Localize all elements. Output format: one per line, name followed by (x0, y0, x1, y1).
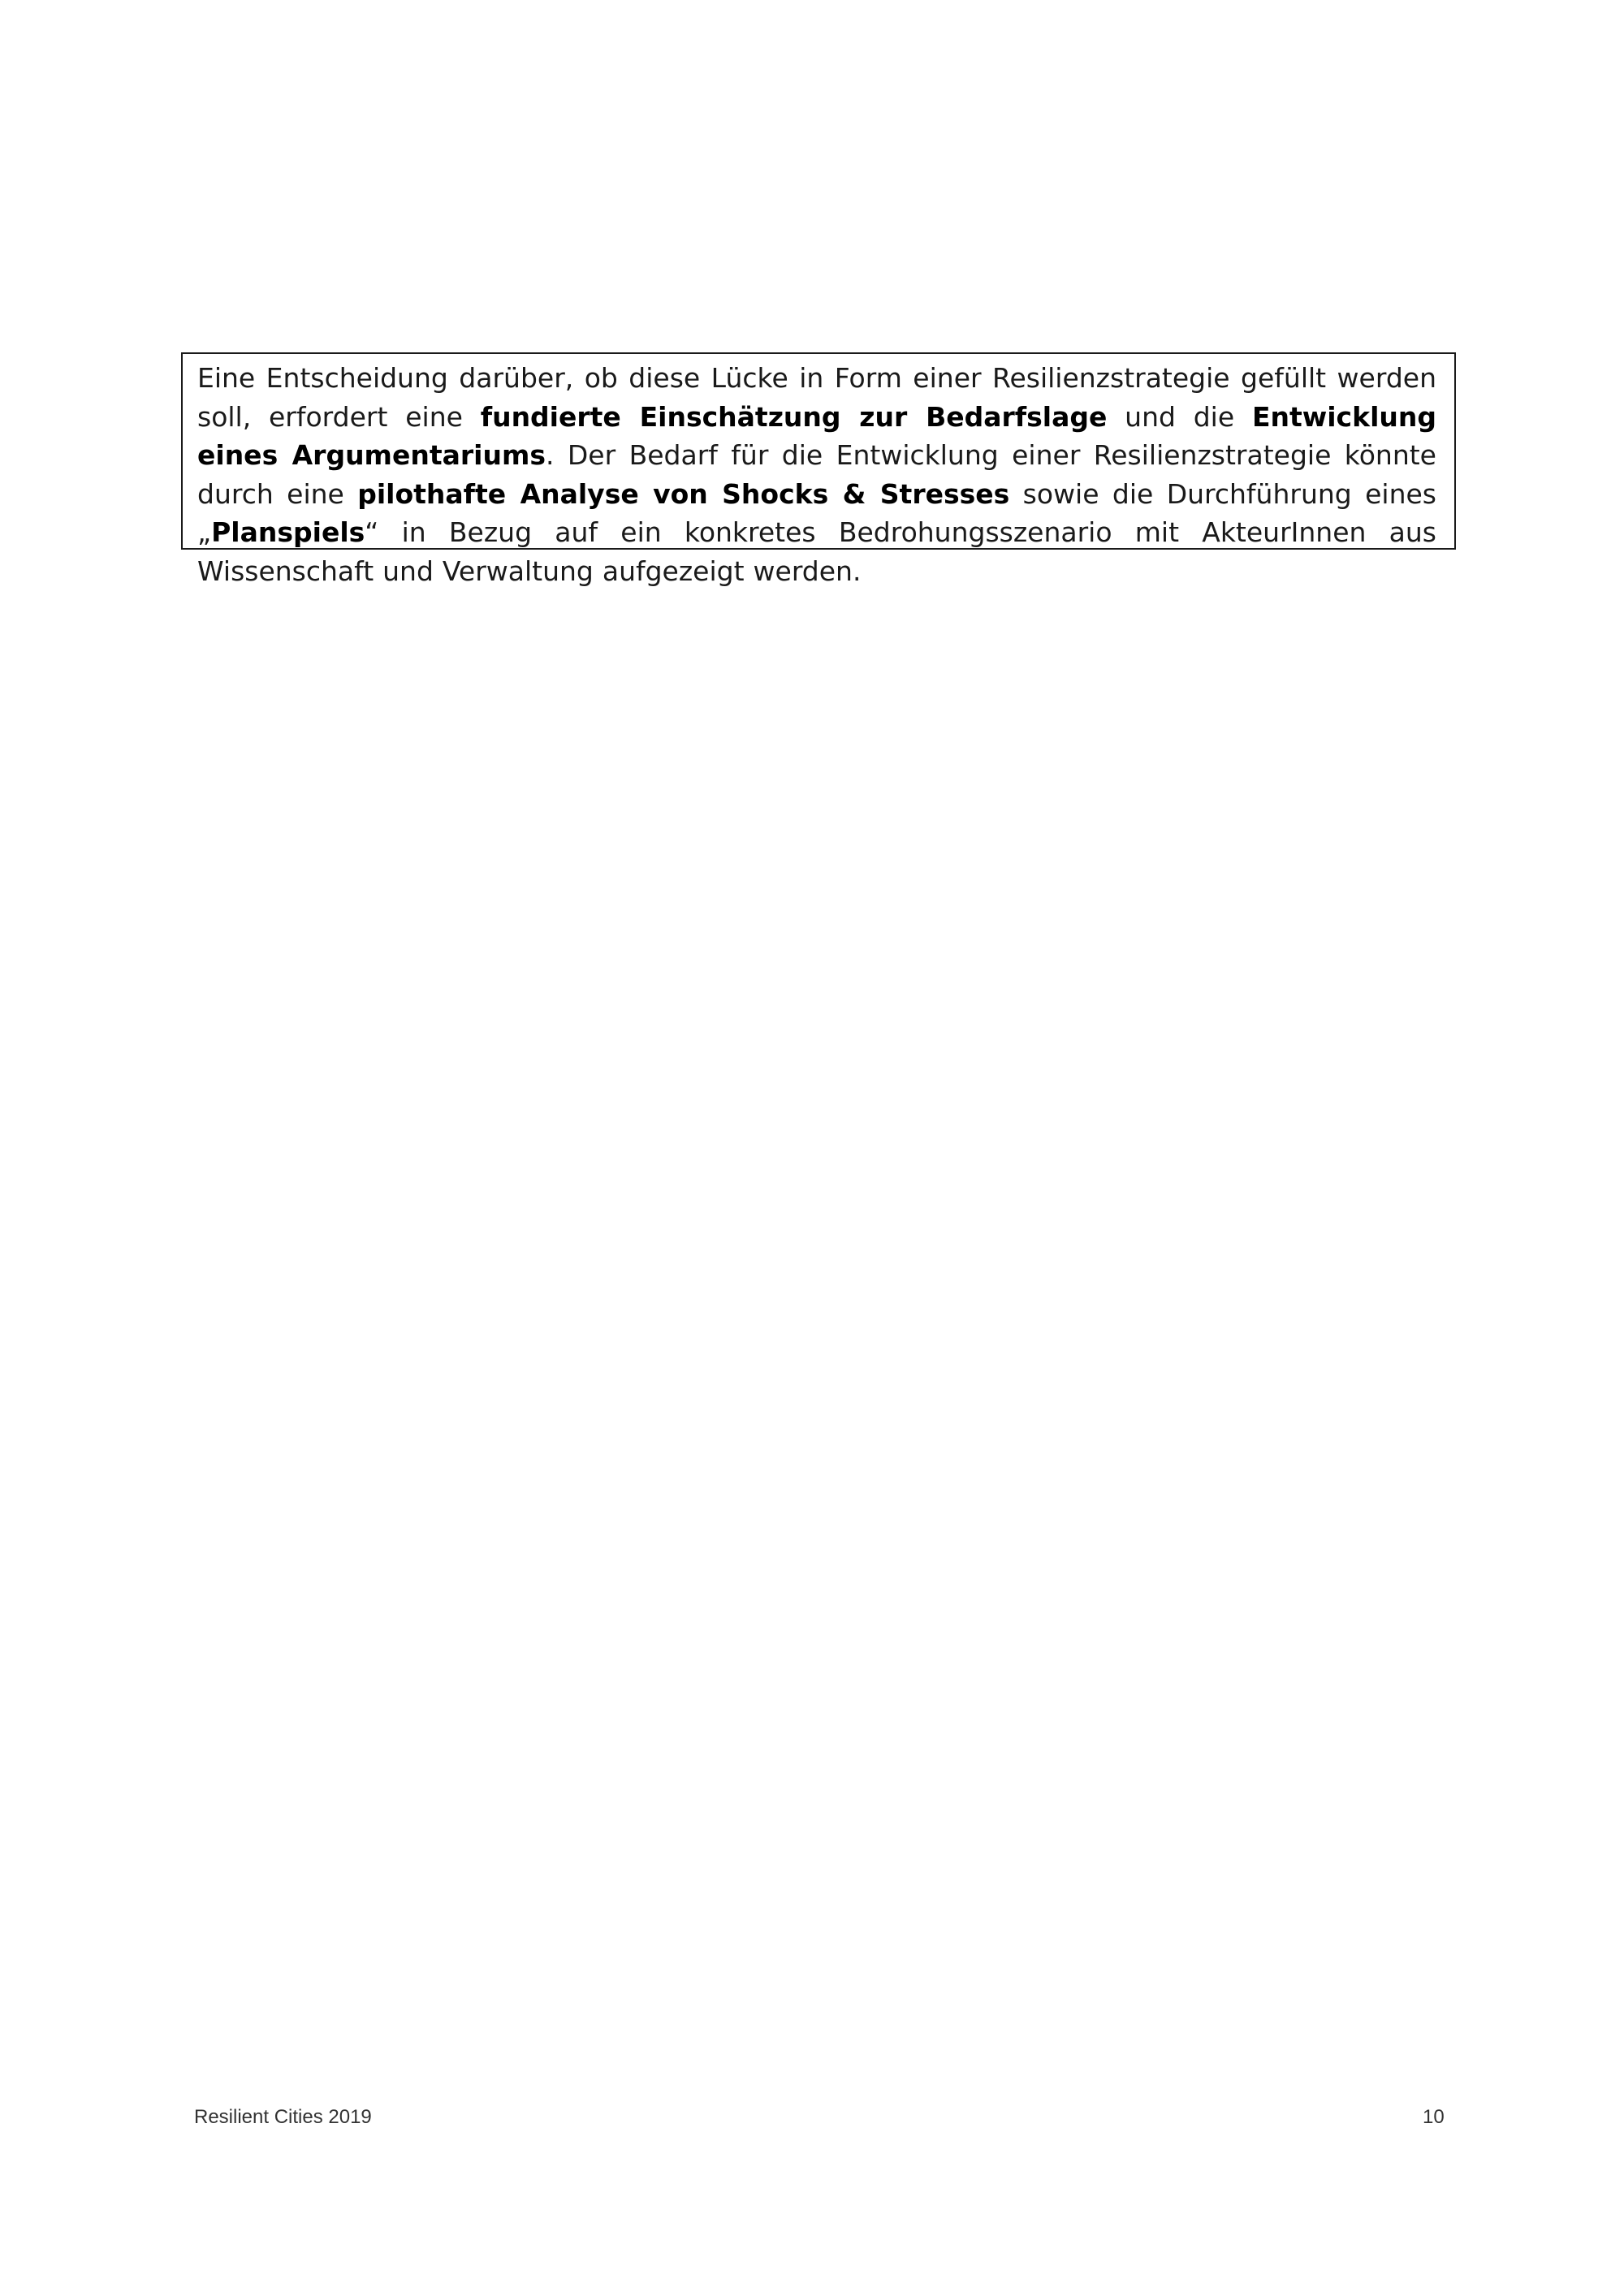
footer-page-number: 10 (1423, 2106, 1445, 2128)
bold-phrase: fundierte Einschätzung zur Bedarfslage (480, 400, 1108, 433)
text-segment: sowie die Durchführung eines „ (197, 477, 1436, 548)
boxed-paragraph (181, 352, 1456, 587)
bold-phrase: pilothafte Analyse von Shocks & Stresses (357, 477, 1010, 510)
text-segment: . Der Bedarf für die Entwicklung einer Resilienzstrategie könnte durch eine (197, 439, 1436, 510)
text-segment: und die (1107, 400, 1252, 433)
text-segment: “ in Bezug auf ein konkretes Bedrohungsszenario mit AkteurInnen aus Wissenschaft und Verwaltung aufgezeigt werden. (197, 516, 1436, 587)
boxed-paragraph-text (197, 359, 1436, 590)
text-segment: Eine Entscheidung darüber, ob diese Lücke in Form einer Resilienzstrategie gefüllt werden soll, erfordert eine (197, 362, 1436, 433)
bold-phrase: Planspiels (211, 516, 365, 548)
bold-phrase: Entwicklung eines Argumentariums (197, 400, 1436, 471)
footer-document-title: Resilient Cities 2019 (194, 2106, 372, 2128)
